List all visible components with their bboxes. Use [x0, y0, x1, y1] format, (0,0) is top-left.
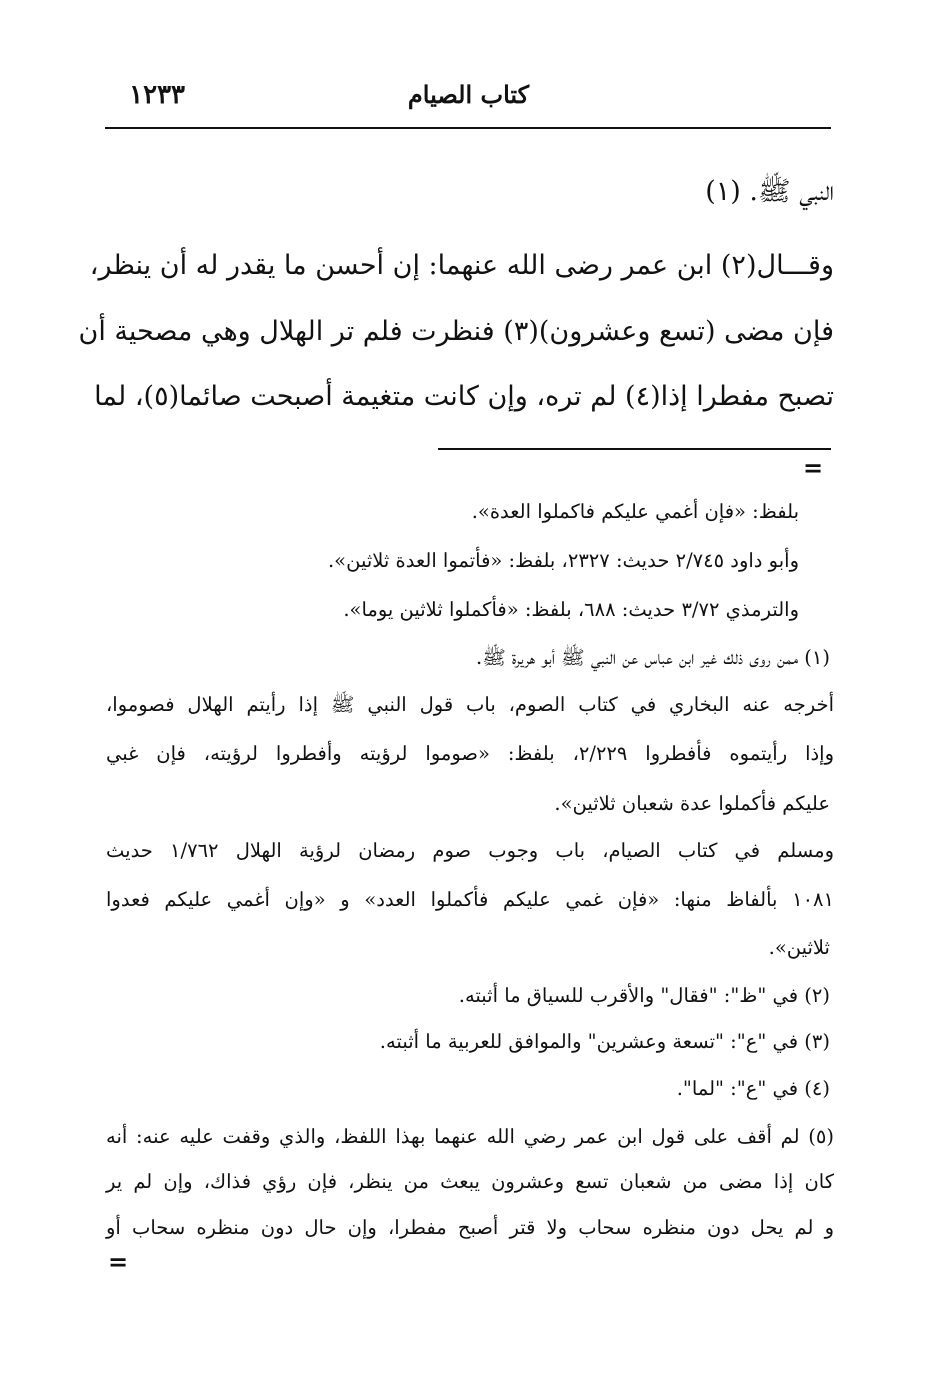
page-number: ١٢٣٣ — [129, 80, 185, 110]
footnote-line: ومسلم في كتاب الصيام، باب وجوب صوم رمضان لرؤية الهلال ١/٧٦٢ حديث — [106, 839, 834, 862]
footnote-line: ثلاثين». — [768, 936, 830, 959]
footnote-line: ١٠٨١ بألفاظ منها: «فإن غمي عليكم فأكملوا العدد» و «وإن أغمي عليكم فعدوا — [106, 888, 834, 911]
footnote-line: كان إذا مضى من شعبان تسع وعشرون يبعث من ينظر، فإن رؤي فذاك، وإن لم ير — [106, 1170, 834, 1193]
footnote-line: وأبو داود ٢/٧٤٥ حديث: ٢٣٢٧، بلفظ: «فأتموا العدة ثلاثين». — [327, 549, 799, 572]
footnote-line: (٤) في "ع": "لما". — [676, 1077, 830, 1100]
footnote-line: والترمذي ٣/٧٢ حديث: ٦٨٨، بلفظ: «فأكملوا ثلاثين يوما». — [343, 598, 799, 621]
continuation-mark-bottom: = — [108, 1247, 129, 1276]
footnote-line: أخرجه عنه البخاري في كتاب الصوم، باب قول النبي ﷺ إذا رأيتم الهلال فصوموا، — [106, 693, 834, 716]
body-line: وقـــال(٢) ابن عمر رضى الله عنهما: إن أحسن ما يقدر له أن ينظر، — [89, 250, 834, 281]
footnote-line: عليكم فأكملوا عدة شعبان ثلاثين». — [554, 792, 830, 815]
running-header-title: كتاب الصيام — [407, 80, 530, 109]
footnote-line: (٥) لم أقف على قول ابن عمر رضي الله عنهما بهذا اللفظ، والذي وقفت عليه عنه: أنه — [106, 1125, 834, 1148]
footnote-line: (٣) في "ع": "تسعة وعشرين" والموافق للعربية ما أثبته. — [379, 1030, 830, 1053]
body-line: فإن مضى (تسع وعشرون)(٣) فنظرت فلم تر الهلال وهي مصحية أن — [78, 316, 834, 347]
footnote-line: وإذا رأيتموه فأفطروا ٢/٢٢٩، بلفظ: «صوموا لرؤيته وأفطروا لرؤيته، فإن غبي — [106, 742, 835, 765]
body-line: تصبح مفطرا إذا(٤) لم تره، وإن كانت متغيمة أصبحت صائما(٥)، لما — [94, 381, 834, 412]
body-line: النبي ﷺ. (١) — [705, 176, 834, 207]
header-rule — [105, 127, 831, 129]
footnote-line: بلفظ: «فإن أغمي عليكم فاكملوا العدة». — [471, 500, 799, 523]
footnote-line: (١) ممن روى ذلك غير ابن عباس عن النبي ﷺ أبو هريرة ﷺ. — [476, 646, 830, 669]
continuation-mark-top: = — [803, 453, 824, 482]
footnote-separator — [438, 448, 831, 450]
footnote-line: (٢) في "ظ": "فقال" والأقرب للسياق ما أثبته. — [458, 984, 830, 1007]
footnote-line: و لم يحل دون منظره سحاب ولا قتر أصبح مفطرا، وإن حال دون منظره سحاب أو — [106, 1216, 834, 1239]
